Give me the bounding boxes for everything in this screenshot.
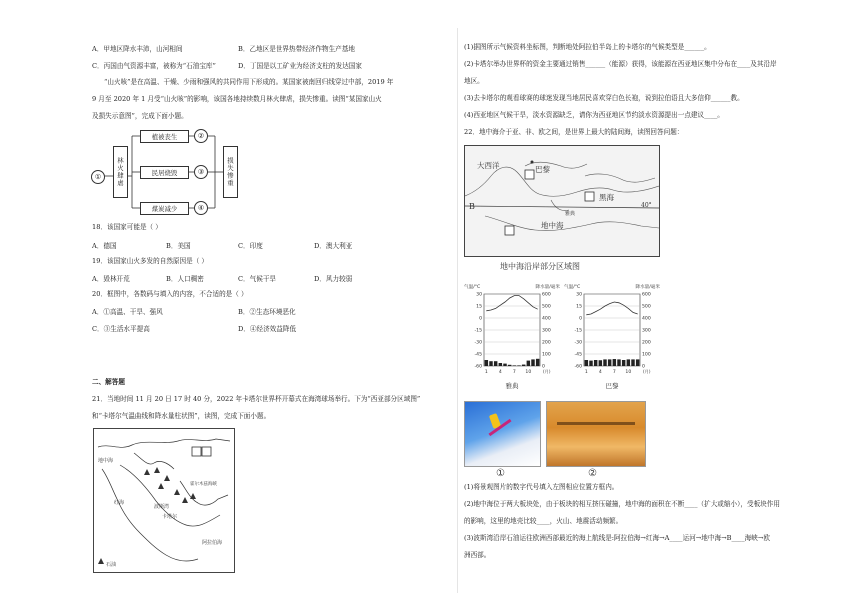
chart-left-tick: 30	[576, 292, 582, 298]
q19-option-c: C．气候干旱	[238, 275, 277, 283]
q18-option-d: D．澳大利亚	[314, 242, 353, 250]
temperature-line	[586, 302, 637, 315]
loss-box: 损失惨重	[223, 146, 238, 198]
q18-stem: 18．该国家可能是（ ）	[92, 223, 162, 231]
temperature-line	[486, 296, 537, 311]
chart-right-tick: 500	[642, 304, 651, 310]
box-coal: 煤炭减少	[140, 202, 189, 215]
chart-right-tick: 400	[642, 316, 651, 322]
chart-left-tick: 15	[476, 304, 482, 310]
q21-line-1: 21．当地时间 11 月 20 日 17 时 40 分，2022 年卡塔尔世界杯开幕式在海湾球场举行。下为“西亚部分区域图”	[92, 395, 421, 403]
q20-option-d: D．④经济效益降低	[238, 325, 297, 333]
west-asia-map	[93, 428, 235, 573]
chart-x-tick: 4	[598, 370, 602, 375]
circle-3: ③	[194, 165, 208, 179]
precip-bar	[536, 359, 539, 366]
map-legend-oil: 石油	[106, 562, 117, 568]
circle-4: ④	[194, 201, 208, 215]
q19-option-a: A．毁林开荒	[92, 275, 130, 283]
chart-right-tick: 300	[542, 328, 551, 334]
chart-left-tick: -60	[574, 364, 582, 370]
athens-climate-chart	[462, 280, 562, 392]
chart-right-tick: 100	[642, 352, 651, 358]
right-line-6: 22．地中海介于亚、非、欧之间，是世界上最大的陆间海，读图回答问题：	[464, 128, 684, 136]
precip-bar	[527, 361, 530, 366]
chart-x-tick: 1	[584, 370, 588, 375]
circle-2: ②	[194, 129, 208, 143]
chart-left-tick: -60	[474, 364, 482, 370]
precip-bar	[499, 363, 502, 366]
map-label-red-sea: 红海	[114, 500, 125, 506]
chart-right-tick: 200	[542, 340, 551, 346]
chart-ylabel-right: 降水量/毫米	[635, 285, 660, 290]
precip-bar	[603, 359, 606, 366]
q18-option-b: B．美国	[166, 242, 191, 250]
chart-x-tick: 1	[484, 370, 488, 375]
q20-option-a: A．①高温、干旱、强风	[92, 308, 163, 316]
map-label-mediterranean: 地中海	[98, 458, 114, 464]
precip-bar	[489, 361, 492, 366]
q20-stem: 20．框图中，各数码与填入的内容，不合适的是（ ）	[92, 290, 248, 298]
q17-option-d: D．丁国是以工矿业为经济支柱的发达国家	[238, 62, 362, 70]
chart-x-tick: 7	[612, 370, 616, 375]
intro-line-1: “山火咳”是在高温、干燥、少雨和强风的共同作用下形成的。某国家被南回归线穿过中部，2019 年	[104, 78, 394, 86]
q19-option-d: D．风力较弱	[314, 275, 353, 283]
right-line-2: (2)卡塔尔举办世界杯的资金主要通过销售______（能源）获得，该能源在西亚地区集中分布在____及其沿岸	[464, 60, 777, 68]
right-line-3: 地区。	[464, 77, 484, 85]
chart-left-tick: -30	[574, 340, 582, 346]
chart-left-tick: 0	[579, 316, 582, 322]
precip-bar	[517, 365, 520, 366]
chart-left-tick: 0	[479, 316, 482, 322]
precip-bar	[594, 360, 597, 366]
chart-ylabel-left: 气温/°C	[564, 285, 581, 290]
chart-title: 巴黎	[605, 382, 619, 390]
map-label-40-deg: 40°	[641, 202, 652, 209]
chart-ylabel-right: 降水量/毫米	[535, 285, 560, 290]
q18-option-a: A．德国	[92, 242, 117, 250]
q19-stem: 19．该国家山火多发的自然原因是（ ）	[92, 257, 208, 265]
column-divider	[457, 28, 458, 593]
chart-right-tick: 100	[542, 352, 551, 358]
chart-left-tick: 15	[576, 304, 582, 310]
box-houses: 民居烧毁	[140, 166, 189, 179]
precip-bar	[494, 361, 497, 366]
q19-option-b: B．人口稠密	[166, 275, 204, 283]
precip-bar	[508, 365, 511, 366]
precip-bar	[622, 360, 625, 366]
section-heading: 二、解答题	[92, 378, 125, 386]
chart-x-tick: 4	[498, 370, 502, 375]
precip-bar	[636, 359, 639, 366]
chart-right-tick: 0	[542, 364, 545, 370]
intro-line-2: 9 月至 2020 年 1 月受“山火咳”的影响，该国各地持续数月林火肆虐，损失惨重。读图“某国家山火	[92, 95, 382, 103]
chart-x-unit: (月)	[643, 369, 651, 374]
map-label-qatar: 卡塔尔	[162, 514, 178, 520]
mediterranean-map	[464, 145, 660, 257]
q21-line-2: 和“卡塔尔气温曲线和降水量柱状图”，读图，完成下面小题。	[92, 412, 271, 420]
right-line-4: (3)去卡塔尔的观看球赛的球迷发现当地居民喜欢穿白色长袍，说到拉伯语且大多信仰______教。	[464, 94, 744, 102]
precip-bar	[613, 359, 616, 366]
map-label-persian-gulf: 波斯湾	[154, 504, 170, 510]
chart-left-tick: -15	[474, 328, 482, 334]
precip-bar	[599, 360, 602, 366]
precip-bar	[589, 361, 592, 366]
chart-left-tick: -45	[474, 352, 482, 358]
chart-left-tick: -45	[574, 352, 582, 358]
chart-right-tick: 600	[542, 292, 551, 298]
map-label-arabian-sea: 阿拉伯海	[202, 540, 223, 546]
chart-left-tick: -15	[574, 328, 582, 334]
chart-x-tick: 7	[512, 370, 516, 375]
chart-left-tick: -30	[474, 340, 482, 346]
right-line-5: (4)西亚地区气候干旱，淡水资源缺乏，请你为西亚地区节约淡水资源提出一点建议____。	[464, 111, 724, 119]
photo-label-1: ①	[496, 468, 505, 479]
right-line-1: (1)据图所示气候资料坐标图，判断地处阿拉伯半岛上的卡塔尔的气候类型是______。	[464, 43, 711, 51]
mediterranean-map-caption: 地中海沿岸部分区域图	[500, 262, 580, 271]
chart-ylabel-left: 气温/°C	[464, 285, 481, 290]
bottom-line-5: 洲西部。	[464, 551, 491, 559]
q20-option-c: C．③生活水平提高	[92, 325, 150, 333]
map-label-black-sea: 黑海	[599, 193, 614, 202]
intro-line-3: 及损失示意图”，完成下面小题。	[92, 112, 188, 120]
precip-bar	[617, 359, 620, 366]
map-label-athens: 雅典	[565, 211, 576, 217]
camel-caravan	[557, 422, 635, 425]
precip-bar	[522, 365, 525, 366]
precip-bar	[627, 359, 630, 366]
chart-x-tick: 10	[525, 370, 532, 375]
bottom-line-3: 的影响，这里的地壳比较____，火山、地震活动频繁。	[464, 517, 623, 525]
map-label-b: B	[469, 202, 475, 211]
chart-right-tick: 400	[542, 316, 551, 322]
map-label-atlantic: 大西洋	[477, 161, 500, 170]
photo-desert	[546, 401, 646, 467]
chart-x-tick: 10	[625, 370, 632, 375]
bottom-line-1: (1)将景观图片的数字代号填入左图相应位置方框内。	[464, 483, 619, 491]
chart-x-unit: (月)	[543, 369, 551, 374]
chart-title: 雅典	[505, 382, 519, 390]
bottom-line-2: (2)地中海位于两大板块处，由于板块的相互挤压碰撞，地中海的面积在不断____（扩大或缩小），受板块作用	[464, 500, 780, 508]
q17-option-a: A．甲地区降水丰沛，山河相间	[92, 45, 183, 53]
circle-1: ①	[91, 170, 105, 184]
bottom-line-4: (3)波斯湾沿岸石油运往欧洲西部最近的海上航线是:阿拉伯海→红海→A____运河→地中海→B____海峡→欧	[464, 534, 770, 542]
photo-label-2: ②	[588, 468, 597, 479]
fire-box: 林火肆虐	[113, 146, 128, 198]
map-label-mediterranean: 地中海	[541, 221, 564, 230]
precip-bar	[631, 359, 634, 366]
q17-option-c: C．丙国由气资源丰富，被称为“石油宝库”	[92, 62, 216, 70]
precip-bar	[531, 359, 534, 366]
box-vegetation: 植被丧生	[140, 130, 189, 143]
chart-right-tick: 0	[642, 364, 645, 370]
q17-option-b: B．乙地区是世界热带经济作物生产基地	[238, 45, 355, 53]
map-label-paris: 巴黎	[535, 165, 550, 174]
chart-right-tick: 600	[642, 292, 651, 298]
precip-bar	[585, 360, 588, 366]
chart-left-tick: 30	[476, 292, 482, 298]
precip-bar	[503, 364, 506, 366]
paris-climate-chart	[562, 280, 662, 392]
map-label-hormuz: 霍尔木兹海峡	[190, 482, 217, 487]
q18-option-c: C．印度	[238, 242, 263, 250]
chart-right-tick: 200	[642, 340, 651, 346]
precip-bar	[608, 359, 611, 366]
precip-bar	[485, 360, 488, 366]
q20-option-b: B．②生态环境恶化	[238, 308, 296, 316]
precip-bar	[513, 365, 516, 366]
chart-right-tick: 300	[642, 328, 651, 334]
chart-right-tick: 500	[542, 304, 551, 310]
photo-skiing	[464, 401, 541, 467]
